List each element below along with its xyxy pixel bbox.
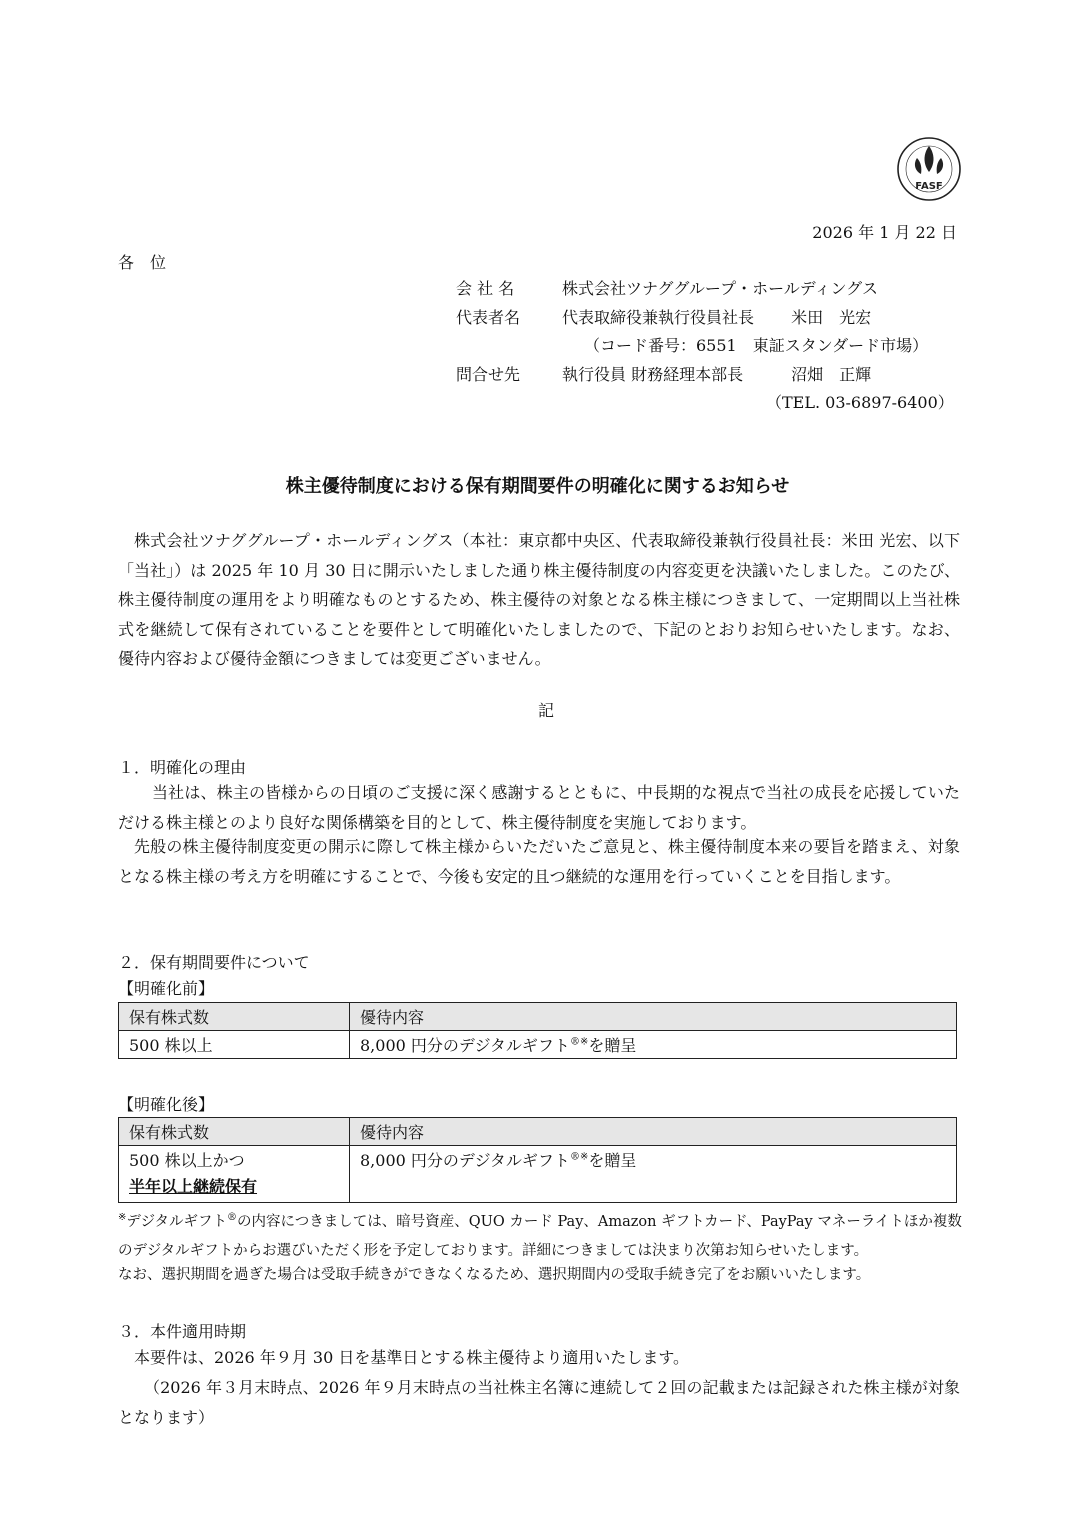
contact-row — [456, 362, 956, 388]
gift-note — [118, 1203, 963, 1266]
table-row — [119, 1146, 957, 1203]
document-date: 2026 年 1 月 22 日 — [812, 223, 957, 242]
benefit-text: 8,000 円分のデジタルギフト — [360, 1151, 570, 1170]
section1-paragraph2: 先般の株主優待制度変更の開示に際して株主様からいただいたご意見と、株主優待制度本来の要旨を踏まえ、対象となる株主様の考え方を明確にすることで、今後も安定的且つ継続的な運用を行っていくことを目指します。 — [118, 837, 960, 886]
section3-paragraph1: 本要件は、2026 年９月 30 日を基準日とする株主優待より適用いたします。 — [134, 1348, 690, 1367]
table-row — [119, 1031, 957, 1059]
svg-text:FASF: FASF — [915, 181, 943, 192]
company-name-label: 会 社 名 — [456, 279, 515, 298]
after-table — [118, 1117, 957, 1203]
cell-benefit — [350, 1146, 957, 1203]
stock-code: （コード番号：6551 東証スタンダード市場） — [584, 336, 929, 355]
section3-paragraph2: （2026 年３月末時点、2026 年９月末時点の当社株主名簿に連続して２回の記載または記録された株主様が対象となります） — [118, 1378, 960, 1427]
shares-condition-line2: 半年以上継続保有 — [129, 1177, 258, 1196]
benefit-end: を贈呈 — [588, 1151, 637, 1170]
code-row — [456, 333, 956, 359]
fasf-logo — [896, 136, 962, 202]
note-text-part1: デジタルギフト — [126, 1213, 228, 1230]
addressee: 各 位 — [118, 253, 167, 272]
section1-paragraph1: 当社は、株主の皆様からの日頃のご支援に深く感謝するとともに、中長期的な視点で当社の成長を応援していただける株主様とのより良好な関係構築を目的として、株主優待制度を実施しております。 — [118, 783, 960, 832]
section1-heading: １．明確化の理由 — [118, 758, 247, 777]
representative-label: 代表者名 — [456, 308, 521, 327]
ki-heading: 記 — [537, 701, 554, 720]
cell-shares — [119, 1146, 350, 1203]
table-header-row — [119, 1003, 957, 1031]
before-label: 【明確化前】 — [118, 979, 215, 998]
cell-shares: 500 株以上 — [119, 1031, 350, 1059]
registered-mark: ®※ — [569, 1151, 589, 1163]
representative-row — [456, 305, 956, 331]
cell-benefit — [350, 1031, 957, 1059]
gift-note-deadline: なお、選択期間を過ぎた場合は受取手続きができなくなるため、選択期間内の受取手続き完了をお願いいたします。 — [118, 1267, 871, 1283]
contact-tel: （TEL. 03-6897-6400） — [766, 393, 954, 412]
note-mark: ※ — [118, 1212, 127, 1223]
header-shares: 保有株式数 — [119, 1118, 350, 1146]
company-name-value: 株式会社ツナググループ・ホールディングス — [562, 279, 879, 298]
benefit-text: 8,000 円分のデジタルギフト — [360, 1036, 570, 1055]
tel-row — [456, 390, 956, 416]
benefit-end: を贈呈 — [588, 1036, 637, 1055]
document-title: 株主優待制度における保有期間要件の明確化に関するお知らせ — [285, 476, 790, 497]
header-shares: 保有株式数 — [119, 1003, 350, 1031]
contact-label: 問合せ先 — [456, 365, 521, 384]
header-benefit: 優待内容 — [350, 1003, 957, 1031]
note-text-part2: の内容につきましては、暗号資産、QUO カード Pay、Amazon ギフトカード、PayPay マネーライトほか複数のデジタルギフトからお選びいただく形を予定しております。詳細につきましては決まり次第お知らせいたします。 — [118, 1213, 962, 1259]
intro-paragraph: 株式会社ツナググループ・ホールディングス（本社：東京都中央区、代表取締役兼執行役員社長：米田 光宏、以下「当社」）は 2025 年 10 月 30 日に開示いたしました通り株主優待制度の内容変更を決議いたしました。このたび、株主優待制度の運用をより明確なものとするため、株主優待の対象となる株主様につきまして、一定期間以上当社株式を継続して保有されていることを要件として明確化いたしましたので、下記のとおりお知らせいたします。なお、優待内容および優待金額につきましては変更ございません。 — [118, 531, 960, 668]
registered-mark: ®※ — [569, 1036, 589, 1048]
shares-condition-line1: 500 株以上かつ — [129, 1151, 245, 1170]
section2-heading: ２．保有期間要件について — [118, 953, 310, 972]
company-name-row — [456, 276, 956, 302]
representative-value: 代表取締役兼執行役員社長 米田 光宏 — [562, 308, 872, 327]
contact-value: 執行役員 財務経理本部長 沼畑 正輝 — [562, 365, 872, 384]
header-benefit: 優待内容 — [350, 1118, 957, 1146]
section3-heading: ３．本件適用時期 — [118, 1322, 247, 1341]
table-header-row — [119, 1118, 957, 1146]
before-table — [118, 1002, 957, 1059]
after-label: 【明確化後】 — [118, 1095, 215, 1114]
note-registered-mark: ® — [227, 1212, 238, 1223]
